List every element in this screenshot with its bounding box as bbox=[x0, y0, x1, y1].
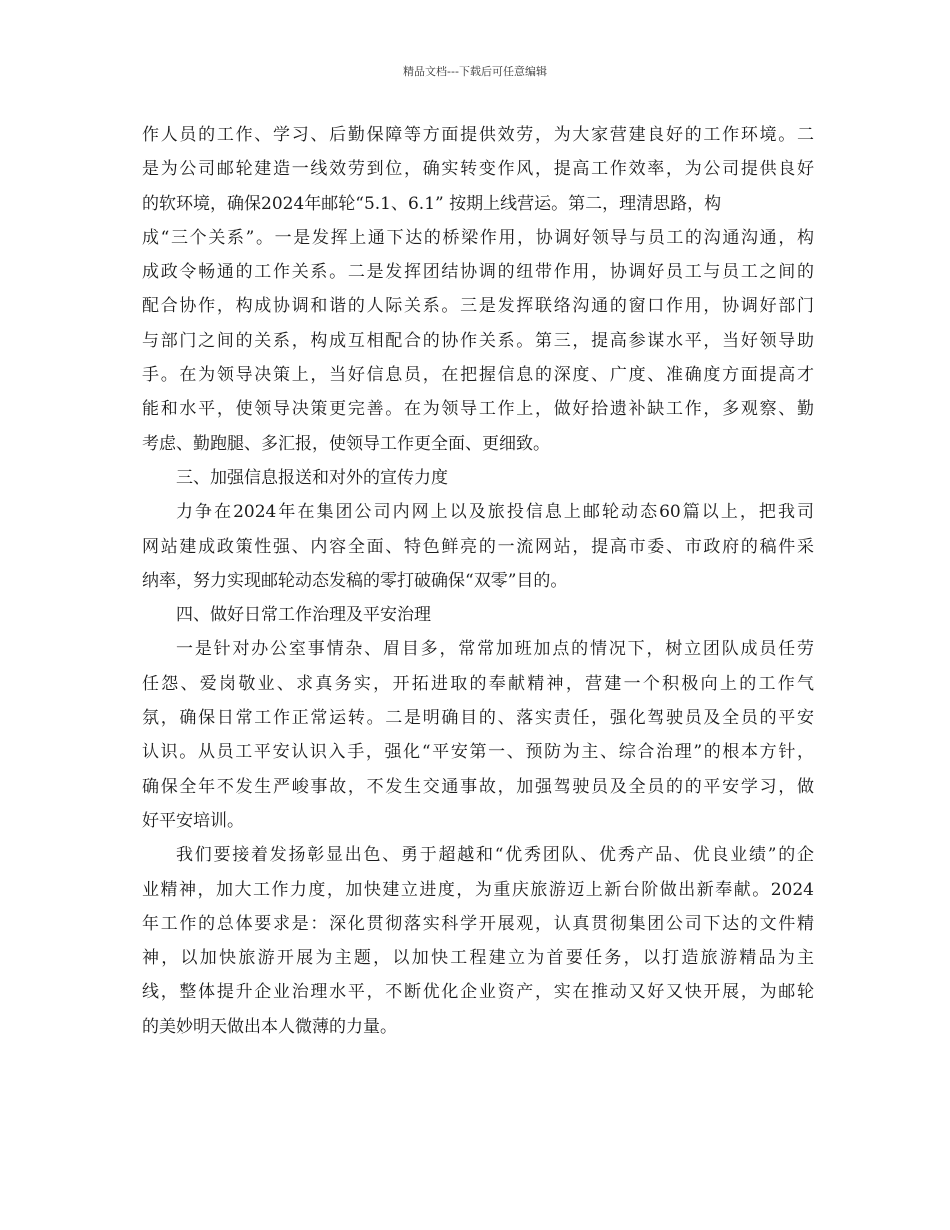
text-line: 配合协作，构成协调和谐的人际关系。三是发挥联络沟通的窗口作用，协调好部门 bbox=[142, 296, 814, 317]
text-line: 网站建成政策性强、内容全面、特色鲜亮的一流网站，提高市委、市政府的稿件采 bbox=[142, 536, 814, 557]
text-line: 能和水平，使领导决策更完善。在为领导工作上，做好拾遗补缺工作，多观察、勤 bbox=[142, 399, 814, 420]
text-line: 我们要接着发扬彰显出色、勇于超越和“优秀团队、优秀产品、优良业绩”的企 bbox=[176, 845, 814, 866]
text-line: 氛，确保日常工作正常运转。二是明确目的、落实责任，强化驾驶员及全员的平安 bbox=[142, 708, 814, 729]
text-line: 确保全年不发生严峻事故，不发生交通事故，加强驾驶员及全员的的平安学习，做 bbox=[142, 776, 814, 797]
text-line: 力争在2024年在集团公司内网上以及旅投信息上邮轮动态60篇以上，把我司 bbox=[176, 502, 814, 523]
text-line: 成政令畅通的工作关系。二是发挥团结协调的纽带作用，协调好员工与员工之间的 bbox=[142, 262, 814, 283]
text-line: 是为公司邮轮建造一线效劳到位，确实转变作风，提高工作效率，为公司提供良好 bbox=[142, 159, 814, 180]
text-line: 与部门之间的关系，构成互相配合的协作关系。第三，提高参谋水平，当好领导助 bbox=[142, 330, 814, 351]
text-line: 考虑、勤跑腿、多汇报，使领导工作更全面、更细致。 bbox=[142, 433, 550, 454]
text-line: 四、做好日常工作治理及平安治理 bbox=[176, 605, 431, 626]
text-line: 手。在为领导决策上，当好信息员，在把握信息的深度、广度、准确度方面提高才 bbox=[142, 365, 814, 386]
text-line: 神，以加快旅游开展为主题，以加快工程建立为首要任务，以打造旅游精品为主 bbox=[142, 948, 814, 969]
text-line: 三、加强信息报送和对外的宣传力度 bbox=[176, 467, 448, 488]
page-header: 精品文档---下载后可任意编辑 bbox=[403, 65, 547, 78]
text-line: 一是针对办公室事情杂、眉目多，常常加班加点的情况下，树立团队成员任劳 bbox=[176, 639, 814, 660]
text-line: 成“三个关系”。一是发挥上通下达的桥梁作用，协调好领导与员工的沟通沟通，构 bbox=[142, 227, 814, 248]
text-line: 年工作的总体要求是：深化贯彻落实科学开展观，认真贯彻集团公司下达的文件精 bbox=[142, 913, 814, 934]
text-line: 业精神，加大工作力度，加快建立进度，为重庆旅游迈上新台阶做出新奉献。2024 bbox=[142, 879, 814, 900]
text-line: 认识。从员工平安认识入手，强化“平安第一、预防为主、综合治理”的根本方针， bbox=[142, 742, 814, 763]
document-body bbox=[142, 118, 814, 1044]
text-line: 的美妙明天做出本人微薄的力量。 bbox=[142, 1016, 397, 1037]
text-line: 线，整体提升企业治理水平，不断优化企业资产，实在推动又好又快开展，为邮轮 bbox=[142, 982, 814, 1003]
text-line: 的软环境，确保2024年邮轮“5.1、6.1” 按期上线营运。第二，理清思路，构 bbox=[142, 193, 722, 214]
text-line: 好平安培训。 bbox=[142, 810, 244, 831]
text-line: 纳率，努力实现邮轮动态发稿的零打破确保“双零”目的。 bbox=[142, 570, 568, 591]
text-line: 作人员的工作、学习、后勤保障等方面提供效劳，为大家营建良好的工作环境。二 bbox=[142, 125, 814, 145]
text-line: 任怨、爱岗敬业、求真务实，开拓进取的奉献精神，营建一个积极向上的工作气 bbox=[142, 673, 814, 694]
